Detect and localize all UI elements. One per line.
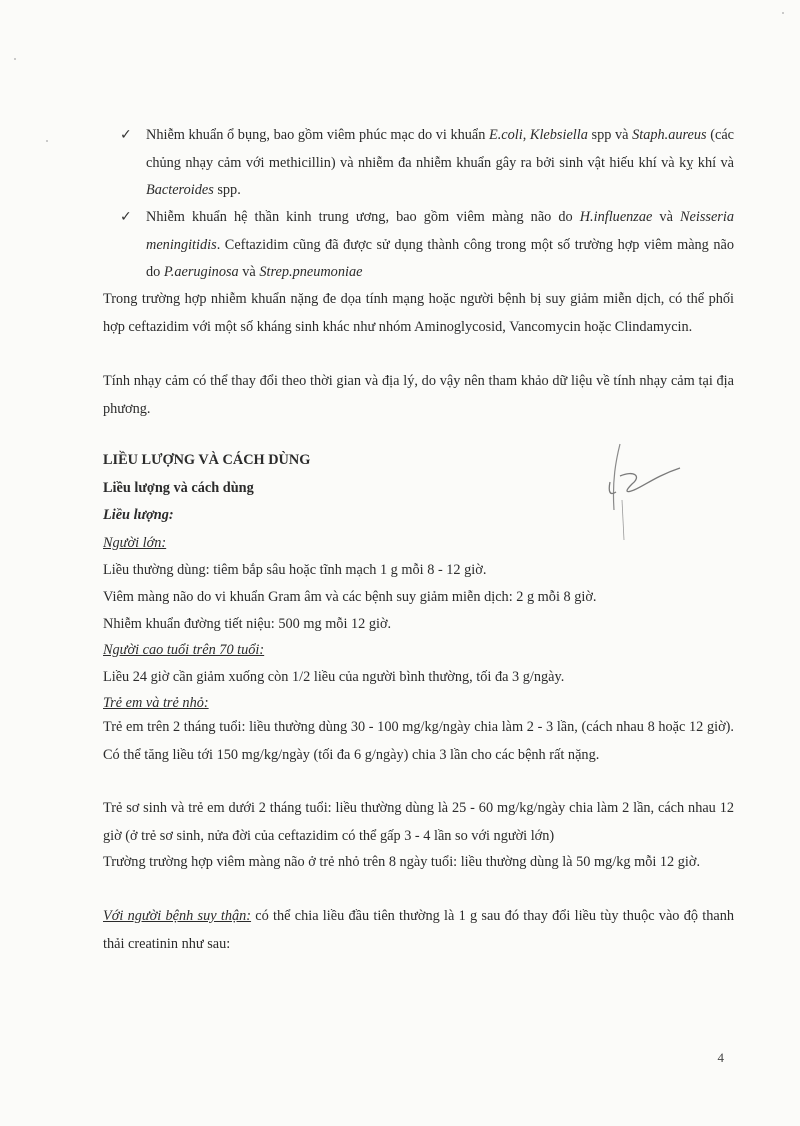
- page-number: 4: [717, 1050, 724, 1065]
- text-run: spp và: [587, 127, 633, 143]
- scan-mark: [782, 12, 784, 14]
- organism-name: E.coli: [488, 127, 523, 143]
- organism-name: Neisseria meningitidis: [146, 209, 734, 253]
- organism-name: Staph.aureus: [632, 127, 707, 143]
- children-paragraph: Trẻ em trên 2 tháng tuổi: liều thường dùng 30 - 100 mg/kg/ngày chia làm 2 - 3 lần, (cách nhau 8 hoặc 12 giờ). Có thể tăng liều tới 150 mg/kg/ngày (tối đa 6 g/ngày) chia 3 lần cho các bệnh rất nặng.: [103, 719, 734, 763]
- text-run: spp.: [213, 182, 241, 198]
- organism-name: Strep.pneumoniae: [259, 264, 363, 280]
- adult-dose-line: Viêm màng não do vi khuẩn Gram âm và các bệnh suy giảm miễn dịch: 2 g mỗi 8 giờ.: [103, 589, 597, 605]
- adult-dose-line: Liều thường dùng: tiêm bắp sâu hoặc tĩnh mạch 1 g mỗi 8 - 12 giờ.: [103, 562, 487, 578]
- children-heading: Trẻ em và trẻ nhỏ:: [103, 695, 209, 711]
- elderly-heading: Người cao tuổi trên 70 tuổi:: [103, 642, 265, 658]
- section-heading: LIỀU LƯỢNG VÀ CÁCH DÙNG: [103, 452, 311, 468]
- organism-name: Bacteroides: [146, 182, 214, 198]
- paragraph-combination: Trong trường hợp nhiễm khuẩn nặng đe dọa tính mạng hoặc người bệnh bị suy giảm miễn dịch, có thể phối hợp ceftazidim với một số kháng sinh khác như nhóm Aminoglycosid, Vancomycin hoặc Clindamycin.: [103, 291, 734, 335]
- text-run: Nhiễm khuẩn ổ bụng, bao gồm viêm phúc mạc do vi khuẩn: [146, 127, 489, 143]
- bullet-text: [146, 122, 734, 205]
- text-run: và: [652, 209, 680, 225]
- renal-heading: Với người bệnh suy thận:: [103, 908, 252, 924]
- dosage-heading: Liều lượng:: [103, 507, 174, 523]
- elderly-dose-line: Liều 24 giờ cần giảm xuống còn 1/2 liều của người bình thường, tối đa 3 g/ngày.: [103, 669, 565, 685]
- text-run: . Ceftazidim cũng đã được sử dụng thành công trong một số trường hợp viêm màng não do: [146, 236, 734, 280]
- bullet-item: [122, 204, 734, 287]
- scan-mark: [14, 58, 16, 60]
- organism-name: H.influenzae: [579, 209, 653, 225]
- text-run: (các chủng nhạy cảm với methicillin) và nhiễm đa nhiễm khuẩn gây ra bởi sinh vật hiếu khí và kỵ khí và: [146, 127, 735, 171]
- adults-heading: Người lớn:: [103, 535, 167, 551]
- organism-name: P.aeruginosa: [163, 264, 239, 280]
- renal-text: có thể chia liều đầu tiên thường là 1 g sau đó thay đổi liều tùy thuộc vào độ thanh thải creatinin như sau:: [103, 908, 734, 952]
- children-paragraph: Trẻ sơ sinh và trẻ em dưới 2 tháng tuổi: liều thường dùng là 25 - 60 mg/kg/ngày chia làm 2 lần, cách nhau 12 giờ (ở trẻ sơ sinh, nửa đời của ceftazidim có thể gấp 3 - 4 lần so với người lớn): [103, 800, 734, 844]
- checkmark-icon: ✓: [120, 127, 132, 143]
- checkmark-icon: ✓: [120, 209, 132, 225]
- organism-name: Klebsiella: [529, 127, 588, 143]
- signature: [598, 440, 688, 550]
- bullet-text: [146, 204, 734, 287]
- text-run: ,: [522, 127, 530, 143]
- bullet-item: [122, 122, 734, 205]
- text-run: Nhiễm khuẩn hệ thần kinh trung ương, bao gồm viêm màng não do: [146, 209, 580, 225]
- sub-heading: Liều lượng và cách dùng: [103, 480, 254, 496]
- scan-mark: [46, 140, 48, 142]
- children-paragraph: Trường trường hợp viêm màng não ở trẻ nhỏ trên 8 ngày tuổi: liều thường dùng là 50 mg/kg mỗi 12 giờ.: [103, 854, 701, 870]
- adult-dose-line: Nhiễm khuẩn đường tiết niệu: 500 mg mỗi 12 giờ.: [103, 616, 392, 632]
- text-run: và: [238, 264, 260, 280]
- renal-paragraph: [103, 903, 734, 958]
- paragraph-sensitivity: Tính nhạy cảm có thể thay đổi theo thời gian và địa lý, do vậy nên tham khảo dữ liệu về tính nhạy cảm tại địa phương.: [103, 373, 734, 417]
